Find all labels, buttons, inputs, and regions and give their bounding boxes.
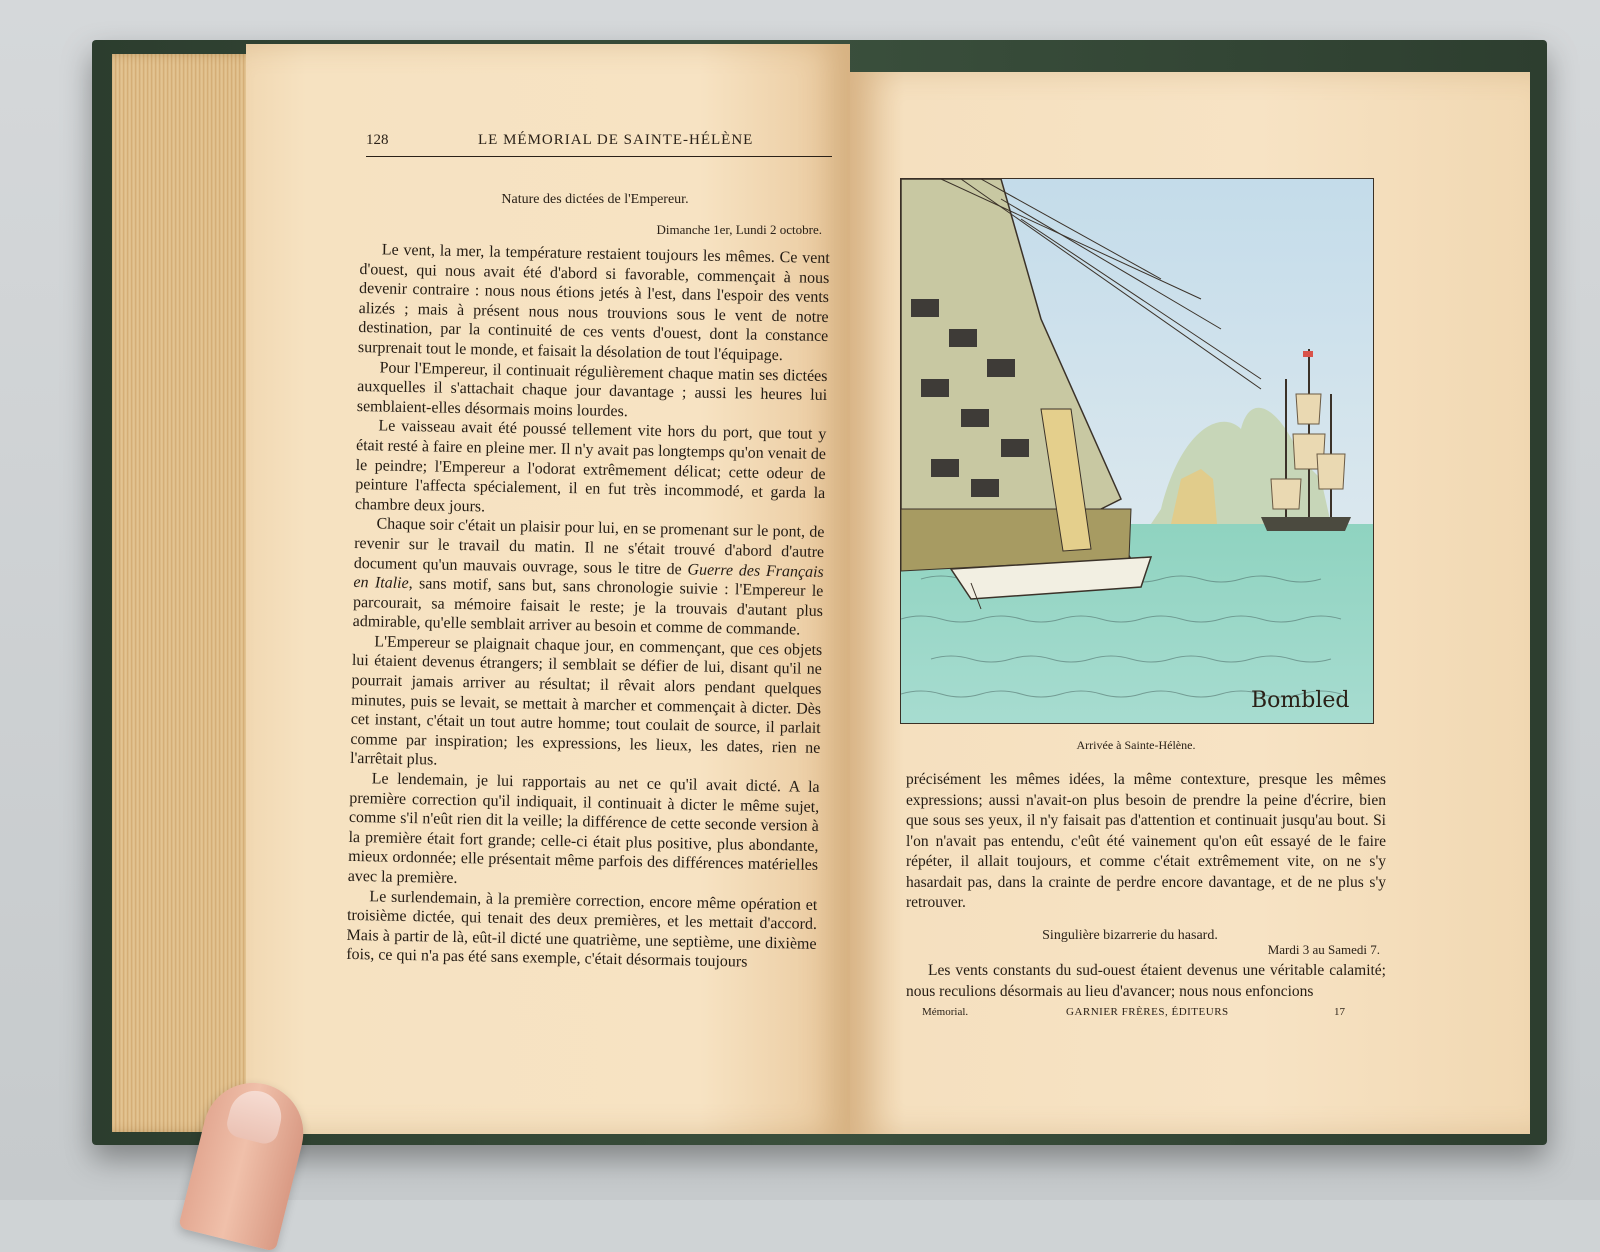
thumbnail: [224, 1085, 287, 1146]
running-head: [366, 132, 832, 157]
paragraph-text: , sans motif, sans but, sans chronologie suivie : l'Empereur le parcourait, sa mémoire faisait le reste; je la trouvais d'autant plus admirable, qu'elle semblait arriver au besoin et comme de commande.: [352, 575, 824, 639]
paragraph: Le surlendemain, à la première correction, encore même opération et troisième dictée, qui tenait des deux premières, et les mettait d'accord. Mais à partir de là, eût-il dicté une quatrième, une septième, une dixième fois, ce qui n'a pas été sans exemple, c'était désormais toujours: [346, 887, 818, 971]
paragraph: L'Empereur se plaignait chaque jour, en commençant, que ces objets lui étaient devenus étrangers; il semblait se défier de lui, disant qu'il ne pourrait jamais arriver au résultat; il rêvait alors pendant quelques minutes, puis se levait, se mettait à marcher et commençait à dicter. Dès cet instant, c'était un tout autre homme; tout coulait de source, il parlait comme par inspiration; les expressions, les lieux, les dates, rien ne l'arrêtait plus.: [349, 633, 823, 770]
paragraph: Le vent, la mer, la température restaient toujours les mêmes. Ce vent d'ouest, qui nous avait été d'abord si favorable, commençait à nous devenir contraire : nous nous étions jetés à l'est, dans l'espoir des vents alizés ; mais à présent nous nous trouvions sous le vent de notre destination, par la continuité de ces vents d'ouest, dont la constance surprenait tout le monde, et faisait la désolation de tout l'équipage.: [357, 241, 830, 365]
running-title: LE MÉMORIAL DE SAINTE-HÉLÈNE: [478, 132, 754, 148]
paragraph: Le vaisseau avait été poussé tellement vite hors du port, que tout y était resté à faire en pleine mer. Il n'y avait pas longtemps qu'on venait de le peindre; l'Empereur a l'odorat extrêmement délicat; cette odeur de peinture l'affecta spécialement, il en fut très incommodé, et garda la chambre deux jours.: [354, 417, 827, 516]
illustration-ship: [900, 178, 1374, 724]
section-title-left: Nature des dictées de l'Empereur.: [501, 192, 689, 207]
footer-signature-number: 17: [1334, 1006, 1345, 1018]
left-page-body: [346, 240, 830, 974]
artist-signature: Bombled: [1251, 688, 1350, 713]
paragraph: Pour l'Empereur, il continuait régulièrement chaque matin ses dictées auxquelles il s'attachait chaque jour davantage ; aussi les heures lui semblaient-elles désormais moins lourdes.: [356, 358, 828, 420]
paragraph: Les vents constants du sud-ouest étaient devenus une véritable calamité; nous reculions désormais au lieu d'avancer; nous nous enfoncions: [906, 962, 1386, 1000]
paragraph: précisément les mêmes idées, la même contexture, presque les mêmes expressions; aussi n'avait-on plus besoin de prendre la peine d'écrire, bien que sous ses yeux, il n'y faisait pas d'attention et continuait jusqu'au bout. Si l'on n'avait pas entendu, c'eût été vainement qu'on eût essayé de le faire répéter, il allait toujours, et comme c'était extrêmement vite, on ne s'y hasardait pas, dans la crainte de perdre encore davantage, et de ne plus s'y retrouver.: [906, 771, 1386, 911]
paragraph-text: Chaque soir c'était un plaisir pour lui, en se promenant sur le pont, de revenir sur le travail du matin. Il ne s'était trouvé d'abord d'autre document qu'un mauvais ouvrage, sous le titre de: [353, 515, 825, 578]
date-line-right: Mardi 3 au Samedi 7.: [1267, 942, 1380, 957]
illustration-caption: Arrivée à Sainte-Hélène.: [1076, 738, 1196, 752]
paragraph: [352, 514, 824, 641]
right-page-body: [906, 770, 1386, 914]
right-page-body-2: [906, 961, 1386, 1002]
ship-illustration-svg: [901, 179, 1373, 723]
section-title-right: Singulière bizarrerie du hasard.: [1042, 928, 1218, 943]
footer-publisher: GARNIER FRÈRES, ÉDITEURS: [1066, 1006, 1229, 1018]
date-line-left: Dimanche 1er, Lundi 2 octobre.: [656, 222, 822, 237]
paragraph: Le lendemain, je lui rapportais au net ce qu'il avait dicté. A la première correction qu'il indiquait, il continuait à dicter le même sujet, comme s'il n'eût rien dit la veille; la différence de cette seconde version à la première était fort grande; celle-ci était plus positive, plus abondante, mieux ordonnée; elle présentait même parfois des différences matérielles avec la première.: [347, 770, 820, 887]
book-title-italic: Guerre des Français en Italie: [353, 560, 824, 593]
page-number-left: 128: [366, 132, 389, 148]
page-edges-left: [112, 54, 262, 1132]
footer-short-title: Mémorial.: [922, 1006, 969, 1018]
